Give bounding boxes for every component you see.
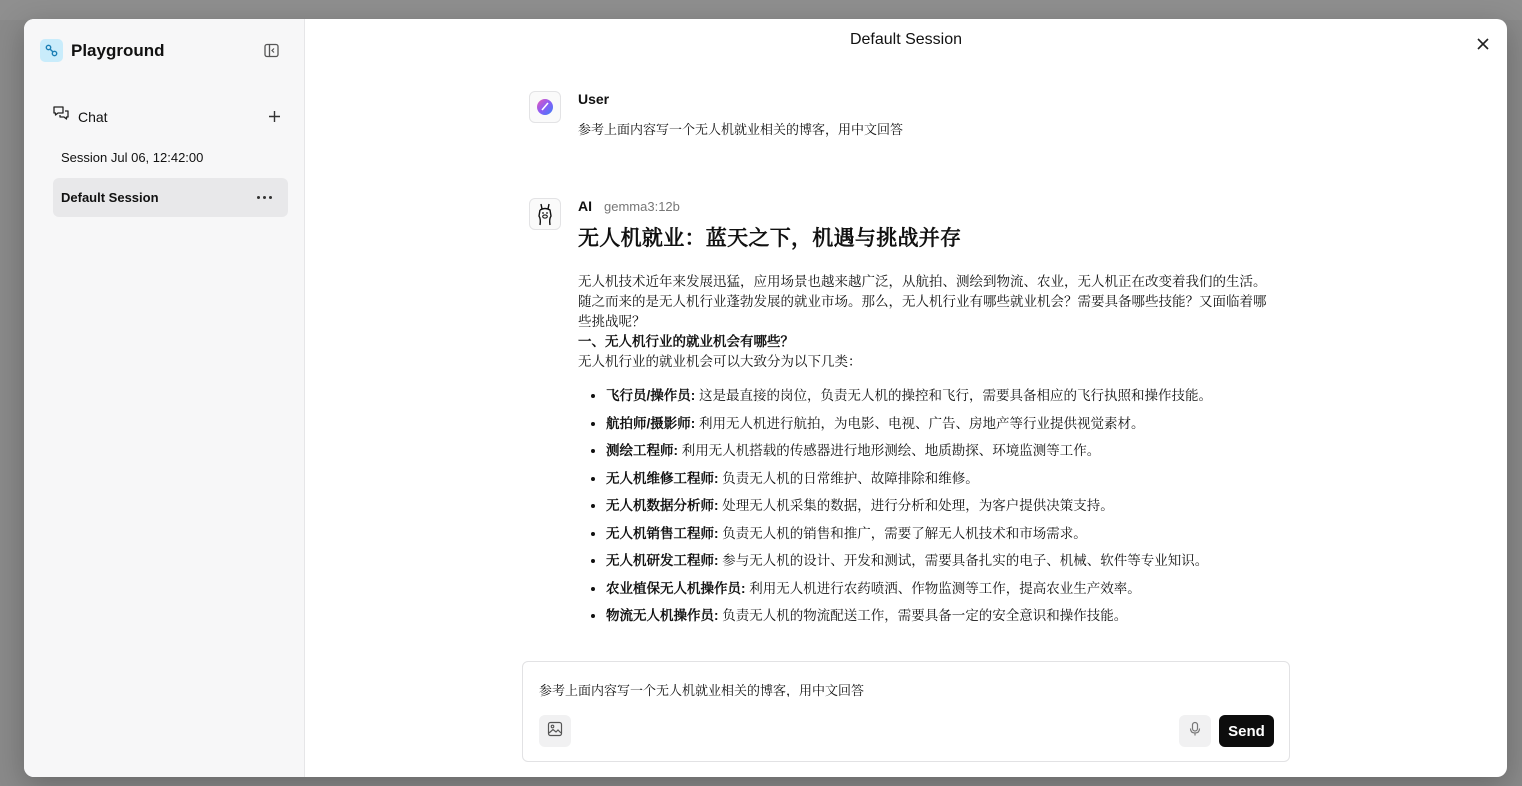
message-sender: AI	[578, 198, 592, 214]
session-label: Session Jul 06, 12:42:00	[61, 150, 204, 165]
response-intro: 无人机技术近年来发展迅猛，应用场景也越来越广泛，从航拍、测绘到物流、农业，无人机正在改变着我们的生活。随之而来的是无人机行业蓬勃发展的就业市场。那么，无人机行业有哪些就业机会？需要具备哪些技能？又面临着哪些挑战呢？	[578, 274, 1267, 329]
sidebar	[24, 19, 305, 777]
ai-message	[529, 198, 1289, 634]
brand	[40, 39, 165, 62]
list-item: • 航拍师/摄影师: 利用无人机进行航拍，为电影、电视、广告、房地产等行业提供视觉素材。	[606, 414, 1278, 434]
list-item: • 农业植保无人机操作员: 利用无人机进行农药喷洒、作物监测等工作，提高农业生产效率。	[606, 579, 1278, 599]
image-icon	[547, 721, 563, 742]
user-avatar-icon	[529, 91, 561, 123]
session-label: Default Session	[61, 190, 159, 205]
list-item: • 飞行员/操作员: 这是最直接的岗位，负责无人机的操控和飞行，需要具备相应的飞行执照和操作技能。	[606, 386, 1278, 406]
close-icon[interactable]	[1475, 36, 1491, 52]
model-name: gemma3:12b	[604, 199, 680, 214]
chat-label: Chat	[78, 108, 108, 125]
list-item: • 无人机维修工程师: 负责无人机的日常维护、故障排除和维修。	[606, 469, 1278, 489]
list-item: • 无人机数据分析师: 处理无人机采集的数据，进行分析和处理，为客户提供决策支持。	[606, 496, 1278, 516]
send-button[interactable]: Send	[1219, 715, 1274, 747]
chat-section-header	[52, 105, 282, 128]
plus-icon[interactable]	[266, 109, 282, 125]
session-item[interactable]	[53, 138, 288, 177]
microphone-icon	[1187, 721, 1203, 742]
ellipsis-icon[interactable]	[257, 196, 272, 199]
brand-title: Playground	[71, 40, 165, 60]
message-input[interactable]	[539, 682, 1239, 697]
image-upload-button[interactable]	[539, 715, 571, 747]
list-item: • 无人机销售工程师: 负责无人机的销售和推广，需要了解无人机技术和市场需求。	[606, 524, 1278, 544]
session-item-selected[interactable]	[53, 178, 288, 217]
chat-bubbles-icon	[52, 105, 70, 128]
playground-logo-icon	[40, 39, 63, 62]
user-message	[529, 91, 1289, 138]
voice-input-button[interactable]	[1179, 715, 1211, 747]
playground-modal	[24, 19, 1507, 777]
section-heading: 一、无人机行业的就业机会有哪些？	[578, 334, 794, 349]
list-item: • 测绘工程师: 利用无人机搭载的传感器进行地形测绘、地质勘探、环境监测等工作。	[606, 441, 1278, 461]
message-sender: User	[578, 91, 610, 107]
message-composer	[522, 661, 1290, 762]
llama-avatar-icon	[529, 198, 561, 230]
job-list	[578, 386, 1278, 626]
sidebar-toggle-icon[interactable]	[262, 41, 280, 59]
list-item: • 物流无人机操作员: 负责无人机的物流配送工作，需要具备一定的安全意识和操作技能。	[606, 606, 1278, 626]
message-list[interactable]	[529, 91, 1289, 661]
page-title: Default Session	[849, 31, 963, 48]
background-topbar	[0, 0, 1522, 20]
message-text: 参考上面内容写一个无人机就业相关的博客，用中文回答	[578, 122, 904, 137]
section-intro: 无人机行业的就业机会可以大致分为以下几类：	[578, 354, 862, 369]
response-title: 无人机就业：蓝天之下，机遇与挑战并存	[578, 227, 962, 250]
chat-main	[305, 19, 1507, 777]
list-item: • 无人机研发工程师: 参与无人机的设计、开发和测试，需要具备扎实的电子、机械、软件等专业知识。	[606, 551, 1278, 571]
